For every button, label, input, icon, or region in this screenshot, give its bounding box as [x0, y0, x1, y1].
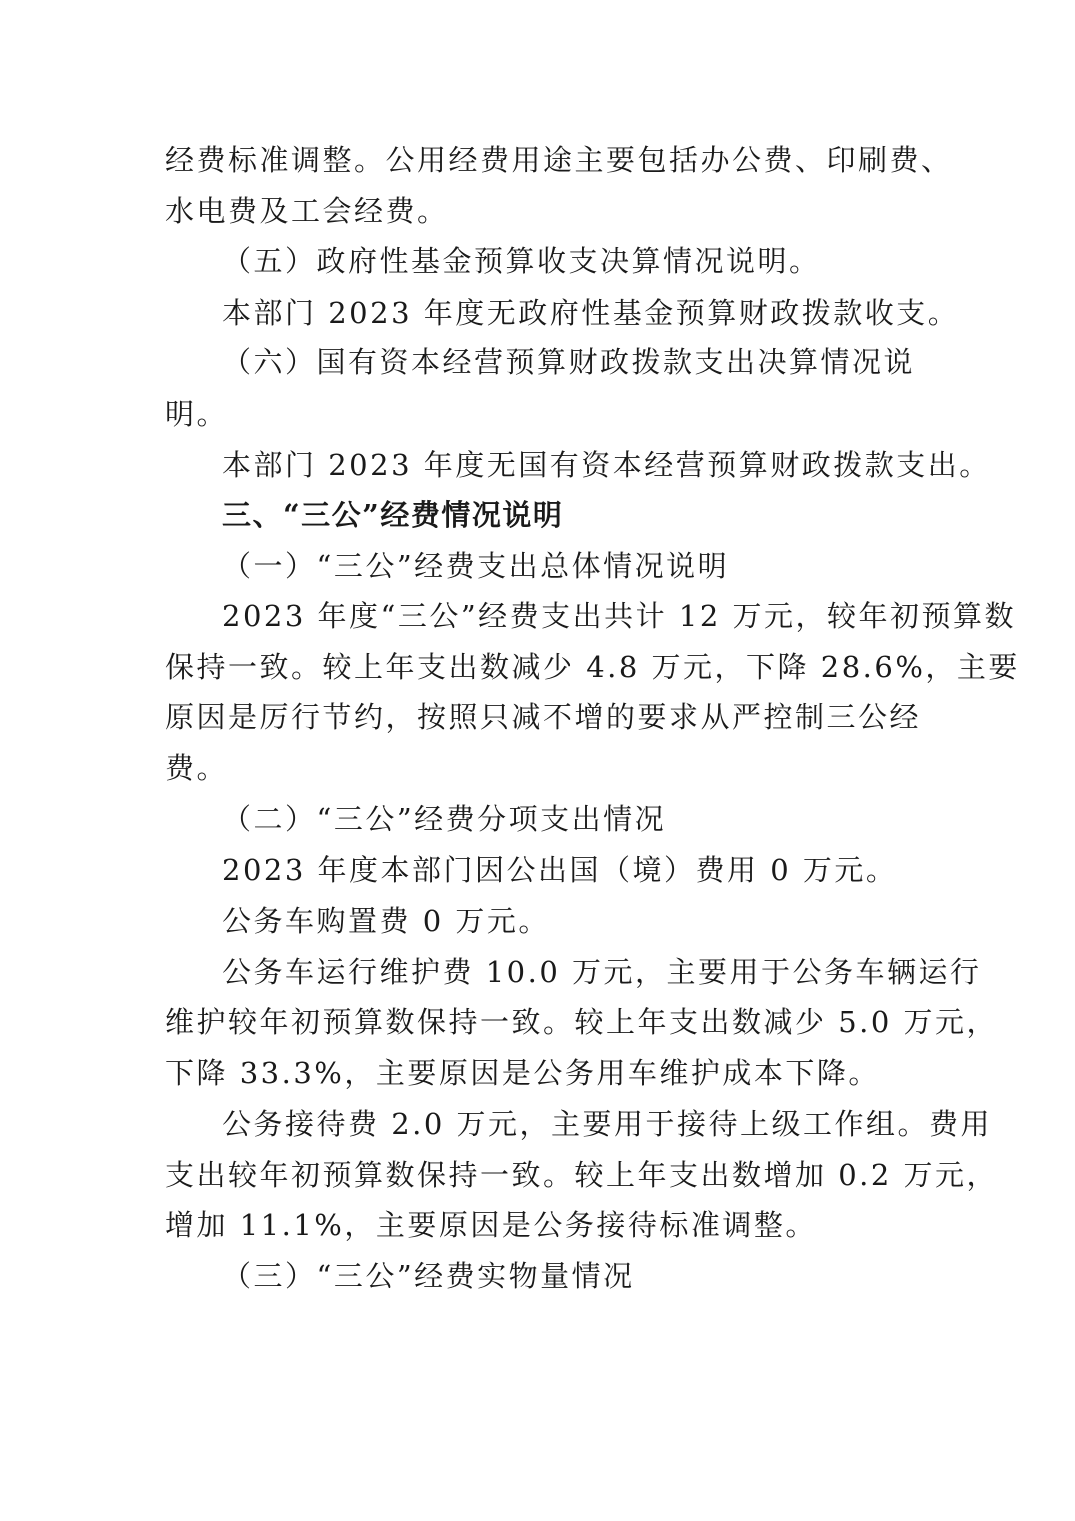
paragraph-line: 维护较年初预算数保持一致。较上年支出数减少 5.0 万元，	[165, 1005, 999, 1039]
paragraph-line: 2023 年度“三公”经费支出共计 12 万元，较年初预算数	[222, 599, 1017, 633]
paragraph-line: 保持一致。较上年支出数减少 4.8 万元，下降 28.6%，主要	[165, 650, 1020, 684]
paragraph-line: 本部门 2023 年度无政府性基金预算财政拨款收支。	[222, 296, 960, 330]
section-heading: 明。	[165, 397, 229, 431]
paragraph-line: 费。	[165, 751, 229, 785]
paragraph-line: 水电费及工会经费。	[165, 194, 449, 228]
paragraph-line: 经费标准调整。公用经费用途主要包括办公费、印刷费、	[165, 143, 953, 177]
chapter-heading: 三、“三公”经费情况说明	[222, 498, 564, 532]
section-heading: （六）国有资本经营预算财政拨款支出决算情况说	[222, 345, 916, 379]
paragraph-line: 原因是厉行节约，按照只减不增的要求从严控制三公经	[165, 700, 922, 734]
paragraph-line: 本部门 2023 年度无国有资本经营预算财政拨款支出。	[222, 448, 991, 482]
paragraph-line: 公务接待费 2.0 万元，主要用于接待上级工作组。费用	[222, 1107, 993, 1141]
paragraph-line: 增加 11.1%，主要原因是公务接待标准调整。	[165, 1208, 817, 1242]
paragraph-line: 2023 年度本部门因公出国（境）费用 0 万元。	[222, 853, 898, 887]
section-heading: （三）“三公”经费实物量情况	[222, 1259, 635, 1293]
paragraph-line: 公务车运行维护费 10.0 万元，主要用于公务车辆运行	[222, 955, 982, 989]
paragraph-line: 公务车购置费 0 万元。	[222, 904, 550, 938]
section-heading: （二）“三公”经费分项支出情况	[222, 802, 667, 836]
paragraph-line: 支出较年初预算数保持一致。较上年支出数增加 0.2 万元，	[165, 1158, 999, 1192]
section-heading: （五）政府性基金预算收支决算情况说明。	[222, 244, 821, 278]
paragraph-line: 下降 33.3%，主要原因是公务用车维护成本下降。	[165, 1056, 880, 1090]
section-heading: （一）“三公”经费支出总体情况说明	[222, 549, 730, 583]
